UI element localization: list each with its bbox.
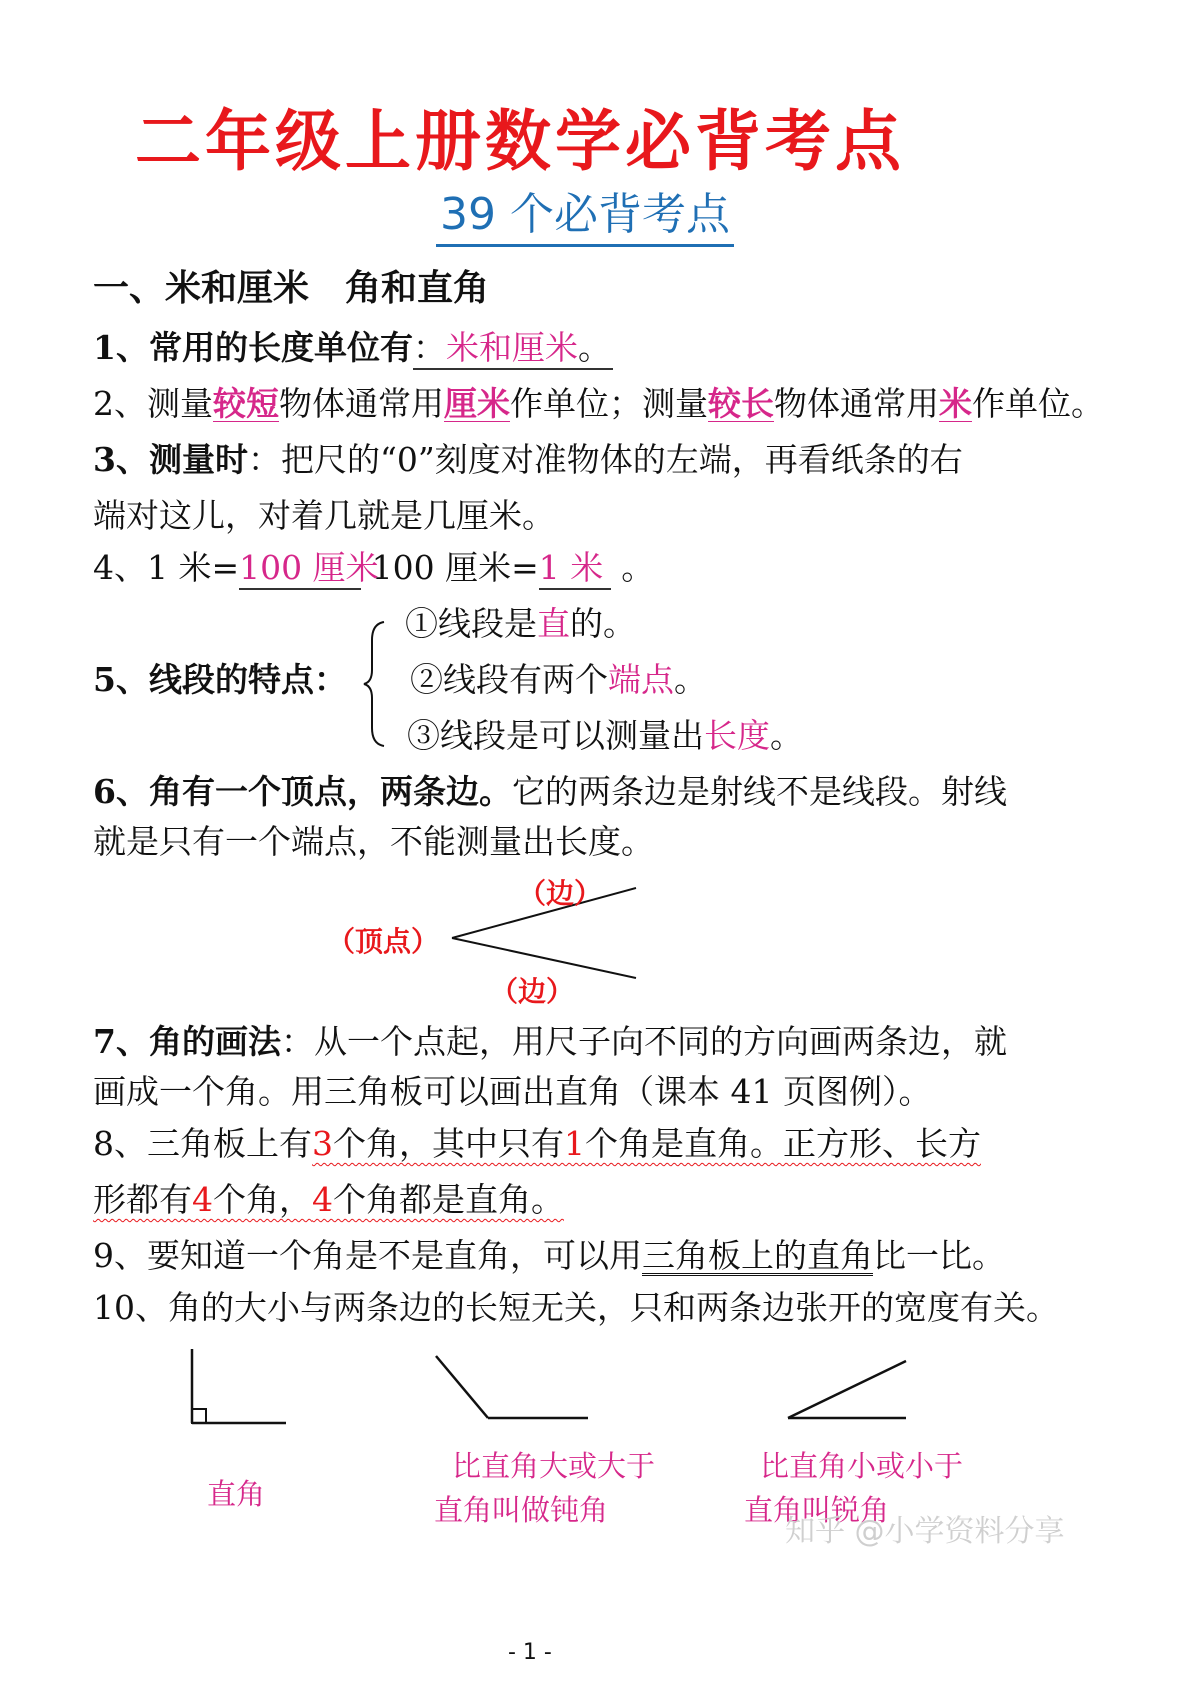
keyword-centimeter: 厘米: [444, 384, 510, 423]
point-7-line-1: 7、角的画法：从一个点起，用尺子向不同的方向画两条边，就: [93, 1022, 1007, 1061]
point-8-line-2: 形都有4个角，4个角都是直角。: [93, 1180, 564, 1219]
brace-icon: [362, 618, 392, 750]
point-4-answer-2: 1 米: [538, 548, 604, 587]
point-4-answer-1: 100 厘米: [239, 548, 379, 587]
count-3: 3: [312, 1124, 333, 1163]
point-6-line-1: 6、角有一个顶点，两条边。它的两条边是射线不是线段。射线: [93, 772, 1007, 811]
page-subtitle: 39 个必背考点: [436, 178, 734, 247]
point-1-answer: 米和厘米: [445, 328, 578, 367]
watermark: 知乎 @小学资料分享: [785, 1514, 1065, 1549]
point-8-line-1: 8、三角板上有3个角，其中只有1个角是直角。正方形、长方: [93, 1124, 981, 1163]
point-3-line-2: 端对这儿，对着几就是几厘米。: [93, 496, 555, 535]
edge-label-top: （边）: [518, 877, 603, 910]
acute-angle-figure: [780, 1355, 920, 1430]
point-6-line-2: 就是只有一个端点，不能测量出长度。: [93, 822, 654, 861]
edge-label-bottom: （边）: [490, 975, 575, 1008]
point-7-label: 7、角的画法: [93, 1022, 281, 1061]
count-4b: 4: [312, 1180, 333, 1219]
point-1-label: 1、常用的长度单位有: [93, 328, 413, 367]
obtuse-caption-line-1: 比直角大或大于: [452, 1449, 656, 1483]
point-2: 2、测量较短物体通常用厘米作单位；测量较长物体通常用米作单位。: [93, 384, 1104, 423]
point-10: 10、角的大小与两条边的长短无关，只和两条边张开的宽度有关。: [93, 1288, 1059, 1327]
segment-feature-3: ③线段是可以测量出长度。: [407, 716, 803, 755]
obtuse-angle-figure: [430, 1350, 600, 1430]
keyword-meter: 米: [939, 384, 972, 423]
point-1-blank: ：米和厘米。: [413, 328, 613, 370]
point-1: [93, 328, 613, 370]
point-3-line-1: 3、测量时：把尺的“0”刻度对准物体的左端，再看纸条的右: [93, 440, 963, 479]
acute-caption-line-1: 比直角小或小于: [760, 1449, 964, 1483]
keyword-shorter: 较短: [213, 384, 279, 423]
point-5-label: 5、线段的特点：: [93, 660, 347, 699]
obtuse-caption-line-2: 直角叫做钝角: [434, 1493, 609, 1527]
point-9-underlined: 三角板上的直角: [642, 1236, 873, 1275]
point-3-label: 3、测量时: [93, 440, 248, 479]
point-4: 4、1 米=100 厘米 100 厘米=1 米 。: [93, 548, 654, 590]
count-1: 1: [564, 1124, 585, 1163]
section-heading: 一、米和厘米 角和直角: [93, 267, 490, 309]
page-number: - 1 -: [508, 1640, 552, 1665]
count-4a: 4: [192, 1180, 213, 1219]
page-title: 二年级上册数学必背考点: [135, 102, 905, 180]
vertex-label: （顶点）: [327, 925, 440, 958]
right-angle-caption: 直角: [207, 1477, 266, 1511]
segment-feature-2: ②线段有两个端点。: [410, 660, 707, 699]
point-7-line-2: 画成一个角。用三角板可以画出直角（课本 41 页图例）。: [93, 1072, 932, 1111]
segment-feature-1: ①线段是直的。: [405, 604, 636, 643]
right-angle-figure: [180, 1345, 300, 1435]
keyword-longer: 较长: [708, 384, 774, 423]
acute-caption-line-2: 直角叫锐角: [744, 1493, 890, 1527]
point-9: 9、要知道一个角是不是直角，可以用三角板上的直角比一比。: [93, 1236, 1005, 1275]
point-6-bold: 6、角有一个顶点，两条边。: [93, 772, 512, 811]
